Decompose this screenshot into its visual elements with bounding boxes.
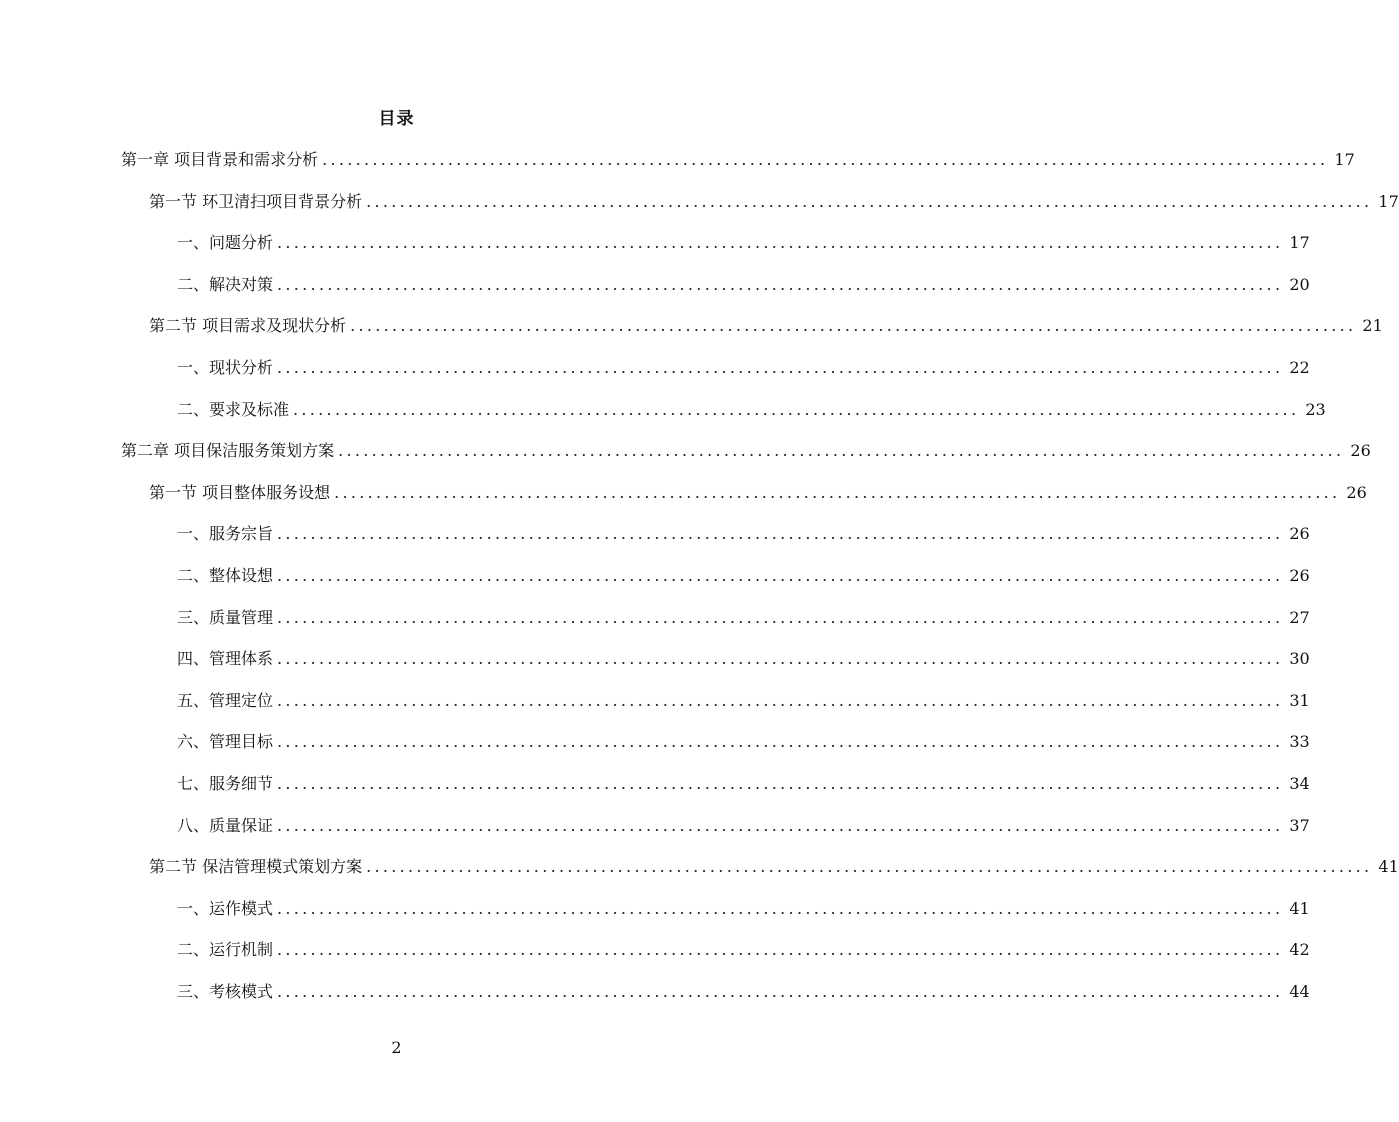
toc-entry[interactable]: [149, 182, 1399, 222]
toc-entry[interactable]: [177, 556, 1310, 596]
toc-entry-page: 31: [1289, 691, 1310, 710]
toc-entry-label: 一、服务宗旨: [177, 524, 274, 543]
toc-leader-dots: ........................................................................................................................: [277, 816, 1284, 835]
toc-entry[interactable]: [177, 265, 1310, 305]
toc-entry[interactable]: [177, 514, 1310, 554]
toc-entry-label: 第二节 保洁管理模式策划方案: [149, 857, 363, 876]
toc-entry-label: 二、整体设想: [177, 566, 274, 585]
toc-entry-label: 七、服务细节: [177, 774, 274, 793]
toc-entry[interactable]: [177, 806, 1310, 846]
toc-entry-label: 三、考核模式: [177, 982, 274, 1001]
toc-entry-page: 22: [1289, 358, 1310, 377]
toc-entry-page: 17: [1289, 233, 1310, 252]
toc-entry[interactable]: [121, 431, 1371, 471]
toc-leader-dots: ........................................................................................................................: [277, 358, 1284, 377]
toc-entry[interactable]: [177, 223, 1310, 263]
toc-entry-label: 第二章 项目保洁服务策划方案: [121, 441, 335, 460]
toc-entry-page: 42: [1289, 940, 1310, 959]
toc-entry-label: 二、解决对策: [177, 275, 274, 294]
toc-entry-page: 17: [1334, 150, 1355, 169]
toc-leader-dots: ........................................................................................................................: [277, 774, 1284, 793]
toc-entry-label: 一、运作模式: [177, 899, 274, 918]
toc-entry-label: 一、问题分析: [177, 233, 274, 252]
toc-leader-dots: ........................................................................................................................: [277, 982, 1284, 1001]
toc-leader-dots: ........................................................................................................................: [277, 940, 1284, 959]
toc-entry-page: 34: [1289, 774, 1310, 793]
toc-leader-dots: ........................................................................................................................: [277, 691, 1284, 710]
toc-entry[interactable]: [149, 306, 1383, 346]
toc-entry-label: 八、质量保证: [177, 816, 274, 835]
toc-entry[interactable]: [121, 140, 1355, 180]
toc-leader-dots: ........................................................................................................................: [277, 524, 1284, 543]
toc-entry[interactable]: [177, 598, 1310, 638]
toc-leader-dots: ........................................................................................................................: [322, 150, 1329, 169]
toc-entry[interactable]: [149, 473, 1367, 513]
toc-entry-page: 26: [1289, 524, 1310, 543]
toc-entry-label: 五、管理定位: [177, 691, 274, 710]
toc-leader-dots: ........................................................................................................................: [350, 316, 1357, 335]
toc-entry[interactable]: [177, 681, 1310, 721]
toc-entry-label: 二、要求及标准: [177, 400, 290, 419]
toc-entry-page: 41: [1378, 857, 1399, 876]
toc-entry-page: 26: [1350, 441, 1371, 460]
toc-entry-page: 37: [1289, 816, 1310, 835]
toc-leader-dots: ........................................................................................................................: [366, 192, 1373, 211]
toc-entry-page: 27: [1289, 608, 1310, 627]
toc-leader-dots: ........................................................................................................................: [277, 649, 1284, 668]
toc-entry[interactable]: [149, 847, 1399, 887]
toc-entry-page: 33: [1289, 732, 1310, 751]
toc-entry-page: 26: [1346, 483, 1367, 502]
toc-entry-label: 一、现状分析: [177, 358, 274, 377]
toc-entry-label: 第一节 环卫清扫项目背景分析: [149, 192, 363, 211]
toc-leader-dots: ........................................................................................................................: [277, 732, 1284, 751]
toc-entry-page: 23: [1305, 400, 1326, 419]
toc-entry-label: 二、运行机制: [177, 940, 274, 959]
toc-entry-label: 第二节 项目需求及现状分析: [149, 316, 347, 335]
toc-entry[interactable]: [177, 390, 1326, 430]
toc-leader-dots: ........................................................................................................................: [338, 441, 1345, 460]
page-number: 2: [391, 1038, 402, 1057]
toc-entry-page: 26: [1289, 566, 1310, 585]
toc-entry-page: 44: [1289, 982, 1310, 1001]
toc-entry-page: 30: [1289, 649, 1310, 668]
toc-leader-dots: ........................................................................................................................: [366, 857, 1373, 876]
toc-entry-page: 17: [1378, 192, 1399, 211]
toc-entry[interactable]: [177, 639, 1310, 679]
toc-leader-dots: ........................................................................................................................: [277, 899, 1284, 918]
toc-entry[interactable]: [177, 722, 1310, 762]
toc-title: 目录: [378, 109, 415, 129]
toc-leader-dots: ........................................................................................................................: [277, 233, 1284, 252]
toc-entry-page: 41: [1289, 899, 1310, 918]
toc-leader-dots: ........................................................................................................................: [277, 566, 1284, 585]
toc-entry-label: 六、管理目标: [177, 732, 274, 751]
toc-leader-dots: ........................................................................................................................: [293, 400, 1300, 419]
toc-leader-dots: ........................................................................................................................: [277, 608, 1284, 627]
toc-entry-label: 四、管理体系: [177, 649, 274, 668]
toc-entry-page: 20: [1289, 275, 1310, 294]
toc-leader-dots: ........................................................................................................................: [277, 275, 1284, 294]
toc-entry[interactable]: [177, 889, 1310, 929]
toc-entry-label: 第一章 项目背景和需求分析: [121, 150, 319, 169]
toc-entry-page: 21: [1362, 316, 1383, 335]
toc-entry[interactable]: [177, 348, 1310, 388]
toc-entry[interactable]: [177, 972, 1310, 1012]
toc-entry[interactable]: [177, 930, 1310, 970]
toc-entry-label: 第一节 项目整体服务设想: [149, 483, 331, 502]
toc-entry-label: 三、质量管理: [177, 608, 274, 627]
toc-entry[interactable]: [177, 764, 1310, 804]
toc-leader-dots: ........................................................................................................................: [334, 483, 1341, 502]
